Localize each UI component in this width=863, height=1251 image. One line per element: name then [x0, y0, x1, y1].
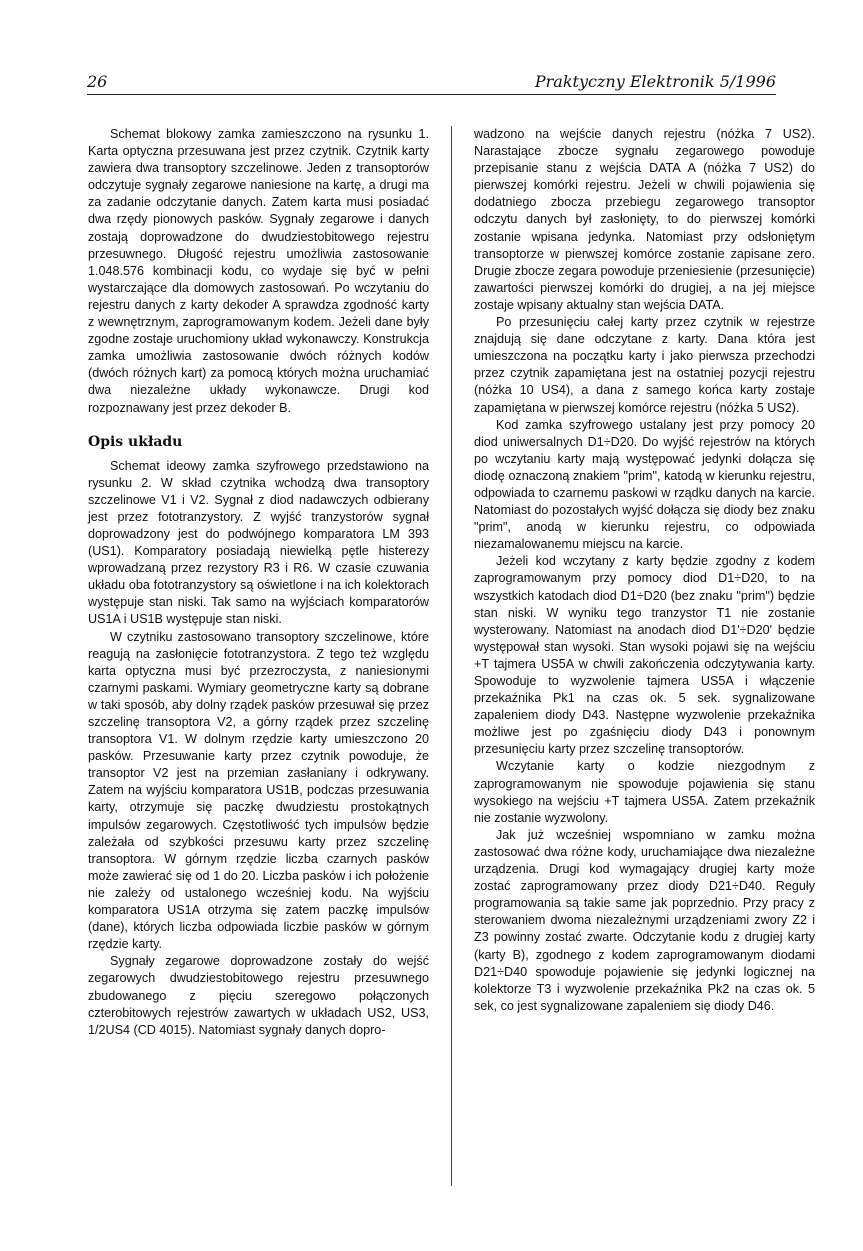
body-paragraph: Jak już wcześniej wspomniano w zamku można zastosować dwa różne kody, uruchamiające dwa niezależne urządzenia. Drugi kod wymagający drugiej karty może zostać zaprogramowany przez diody D21÷D40. Reguły programowania są takie same jak poprzednio. Przy pracy z sterowaniem dwoma niezależnymi urządzeniami zwory Z2 i Z3 powinny zostać zwarte. Odczytanie kodu z drugiej karty (karty B), zgodnego z kodem zaprogramowanym diodami D21÷D40 spowoduje pojawienie się jedynki logicznej na kolektorze T3 i wyzwolenie przekaźnika Pk2 na czas ok. 5 sek, co jest sygnalizowane zapaleniem się diody D46. — [474, 827, 815, 1013]
body-paragraph: Po przesunięciu całej karty przez czytnik w rejestrze znajdują się dane odczytane z karty. Dana która jest umieszczona na początku karty i jako pierwsza przechodzi przez czytnik zapamiętana jest na ostatniej pozycji rejestru (nóżka 10 US4), a dana z samego końca karty zostaje zapamiętana w pierwszej komórce rejestru (nóżka 5 US2). — [474, 315, 815, 415]
column-divider — [451, 126, 452, 1186]
body-paragraph: Sygnały zegarowe doprowadzone zostały do wejść zegarowych dwudziestobitowego rejestru przesuwnego zbudowanego z pięciu szeregowo połączonych czterobitowych rejestrów zawartych w układach US2, US3, 1/2US4 (CD 4015). Natomiast sygnały danych dopro- — [88, 954, 429, 1037]
body-paragraph-continued: wadzono na wejście danych rejestru (nóżka 7 US2). Narastające zbocze sygnału zegarowego powoduje przepisanie stanu z wejścia DATA A (nóżka 7 US2) do pierwszej komórki rejestru. Jeżeli w chwili pojawienia się dodatniego zbocza przebiegu zegarowego transoptor odczytu danych był zasłonięty, to do pierwszej komórki zostanie wpisana jedynka. Natomiast przy odsłoniętym transoptorze w pierwszej komórce zostanie zapisane zero. Drugie zbocze zegara powoduje przeniesienie (przesunięcie) zawartości pierwszej komórki do drugiej, a na jej miejsce zostaje wpisany aktualny stan wejścia DATA. — [474, 127, 815, 312]
page-number: 26 — [87, 72, 108, 91]
body-paragraph: Schemat ideowy zamka szyfrowego przedstawiono na rysunku 2. W skład czytnika wchodzą dwa transoptory szczelinowe V1 i V2. Sygnał z diod nadawczych odbierany jest przez fototranzystory. Z wyjść tranzystorów sygnał doprowadzony jest do podwójnego komparatora LM 393 (US1). Komparatory posiadają niewielką pętle histerezy wprowadzaną przez rezystory R3 i R6. W czasie czuwania układu oba fototranzystory są oświetlone i na ich kolektorach występuje stan niski. Tak samo na wyjściach komparatorów US1A i US1B występuje stan niski. — [88, 458, 429, 627]
journal-title: Praktyczny Elektronik 5/1996 — [534, 72, 776, 91]
section-heading: Opis układu — [88, 433, 183, 450]
body-paragraph: W czytniku zastosowano transoptory szczelinowe, które reagują na zasłonięcie fototranzystora. Z tego też względu karta optyczna musi być przezroczysta, z naniesionymi czarnymi paskami. Wymiary geometryczne karty są dobrane w taki sposób, aby dolny rządek pasków przesuwał się przez szczelinę transoptora V2, a górny rządek przez szczelinę transoptora V1. W dolnym rzędzie karty umieszczono 20 pasków. Przesuwanie karty przez czytnik powoduje, że transoptor V2 jest na przemian zasłaniany i odkrywany. Zatem na wyjściu komparatora US1B, podczas przesuwania karty, otrzymuje się paczkę dwudziestu prostokątnych impulsów zegarowych. Częstotliwość tych impulsów będzie zależała od szybkości przesuwu karty przez szczelinę transoptora. W górnym rzędzie liczba czarnych pasków może zawierać się od 1 do 20. Liczba pasków i ich położenie nie zależy od ustalonego wcześniej kodu. Na wyjściu komparatora US1A otrzyma się zatem paczkę impulsów (dane), których liczba odpowiada liczbie pasków w górnym rzędzie karty. — [88, 629, 429, 952]
right-column — [474, 126, 815, 1015]
left-column — [88, 126, 429, 1039]
body-paragraph: Kod zamka szyfrowego ustalany jest przy pomocy 20 diod uniwersalnych D1÷D20. Do wyjść rejestrów na których po wczytaniu karty mają występować jedynki dołącza się diodę oznaczoną znakiem "prim", katodą w kierunku rejestru, odpowiada to czarnemu paskowi w rządku danych na karcie. Natomiast do pozostałych wyjść dołącza się diody bez znaku "prim", anodą w kierunku rejestru, co odpowiada niezamalowanemu miejscu na karcie. — [474, 417, 815, 552]
intro-paragraph: Schemat blokowy zamka zamieszczono na rysunku 1. Karta optyczna przesuwana jest przez czytnik. Czytnik karty zawiera dwa transoptory szczelinowe. Jeden z transoptorów odczytuje sygnały zegarowe naniesione na kartę, a drugi ma za zadanie odczytanie danych. Zatem karta musi posiadać dwa rzędy pionowych pasków. Sygnały zegarowe i danych zostają doprowadzone do dwudziestobitowego rejestru przesuwnego. Długość rejestru umożliwia zastosowanie 1.048.576 kombinacji kodu, co wydaje się być w pełni wystarczające dla domowych zastosowań. Po wczytaniu do rejestru danych z karty dekoder A sprawdza zgodność karty z wewnętrznym, zaprogramowanym kodem. Jeżeli dane były zgodne zostaje uruchomiony układ wykonawczy. Konstrukcja zamka umożliwia zastosowanie dwóch różnych kodów (dwóch różnych kart) za pomocą których można uruchamiać dwa niezależne układy wykonawcze. Drugi kod rozpoznawany jest przez dekoder B. — [88, 127, 429, 415]
page-header — [87, 72, 776, 95]
body-paragraph: Wczytanie karty o kodzie niezgodnym z zaprogramowanym nie spowoduje pojawienia się stanu wysokiego na wejściu +T tajmera US5A. Zatem przekaźnik nie zostanie wyzwolony. — [474, 759, 815, 825]
body-paragraph: Jeżeli kod wczytany z karty będzie zgodny z kodem zaprogramowanym przy pomocy diod D1÷D20, to na wszystkich katodach diod D1÷D20 (bez znaku "prim") będzie stan niski. W wyniku tego tranzystor T1 nie zostanie wysterowany. Natomiast na anodach diod D1'÷D20' będzie występował stan wysoki. Stan wysoki pojawi się na wejściu +T tajmera US5A w chwili zakończenia odczytywania karty. Spowoduje to wyzwolenie tajmera US5A i włączenie przekaźnika Pk1 na czas ok. 5 sek. sygnalizowane zapaleniem diody D43. Następne wyzwolenie przekaźnika możliwe jest po zgaśnięciu diody D43 i ponownym przesunięciu karty przez szczelinę transoptorów. — [474, 554, 815, 757]
